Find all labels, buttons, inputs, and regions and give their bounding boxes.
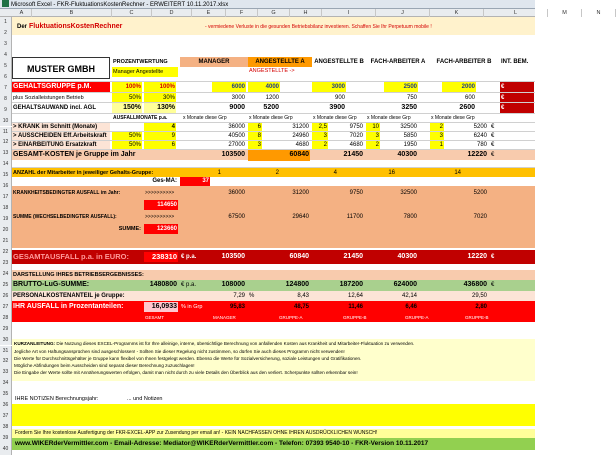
gehalt-fach-b[interactable]: 2000 (442, 82, 476, 92)
ausscheiden-v5: 6240 (473, 133, 487, 139)
label-gehaltsgruppe: GEHALTSGRUPPE p.M. (12, 82, 110, 92)
row-header-9[interactable]: 9 (0, 105, 12, 116)
row-anzahl (12, 167, 535, 177)
ausscheiden-m1[interactable]: 9 (144, 132, 176, 141)
app-name: FluktuationsKostenRechner (29, 23, 123, 30)
krankheit-v2: 31200 (292, 190, 309, 196)
col-ang-a: ANGESTELLTE A (248, 57, 312, 67)
ausscheiden-m2[interactable]: 8 (248, 132, 262, 141)
row-header-3[interactable]: 3 (0, 39, 12, 50)
brutto-cur: € (491, 282, 495, 288)
krankheit-v5: 5200 (473, 190, 487, 196)
label-krank: > KRANK im Schnitt (Monate) (12, 123, 110, 132)
column-header-f[interactable]: F (226, 9, 258, 17)
col-fach-b: FACH-ARBEITER B (436, 59, 492, 65)
krank-v5: 5200 (473, 124, 487, 130)
column-header-l[interactable]: L (484, 9, 548, 17)
ausscheiden-pct[interactable]: 50% (112, 132, 142, 141)
brutto-unit: € p.a. (181, 282, 197, 288)
label-ges-ma: Ges-MA: (152, 178, 177, 184)
krank-v4: 32500 (400, 124, 417, 130)
note-line-4: Mögliche Abfindungen beim Ausscheiden sind separat dieser Berechnung zuzuschlagen! (14, 363, 195, 368)
row-krank (12, 122, 535, 131)
company-name[interactable]: MUSTER GMBH (12, 57, 110, 79)
row-brutto (12, 280, 535, 291)
label-darstellung: DARSTELLUNG IHRES BETRIEBSERGEBNISSES: (13, 272, 144, 278)
ausfall-block (12, 186, 535, 248)
column-header-h[interactable]: H (290, 9, 322, 17)
einarbeitung-v2: 4680 (295, 142, 309, 148)
krankheit-v3: 9750 (349, 190, 363, 196)
gesamtkosten-v3: 21450 (343, 151, 363, 158)
row-header-4[interactable]: 4 (0, 50, 12, 61)
column-header-e[interactable]: E (192, 9, 226, 17)
euro-15: € (491, 152, 495, 158)
row-header-10[interactable]: 10 (0, 116, 12, 127)
column-header-b[interactable]: B (32, 9, 112, 17)
einarbeitung-m4[interactable]: 2 (366, 141, 380, 150)
label-ihr-ausfall: IHR AUSFALL in Prozentanteilen: (13, 303, 124, 310)
row-header-12[interactable]: 12 (0, 137, 12, 148)
anzahl-fach-a[interactable]: 16 (388, 170, 395, 176)
row-header-33[interactable]: 33 (0, 367, 12, 378)
row-header-17[interactable]: 17 (0, 192, 12, 203)
arrow-19: >>>>>>>>>> (145, 190, 175, 196)
anzahl-ang-b[interactable]: 4 (333, 170, 337, 176)
promo-text: Fordern Sie Ihre kostenlose Ausfertigung der FKR-EXCEL-APP zur Zusendung per email an! - KEIN NACHFASSEN OHNE IHREN AUSDRÜCKLICHEN WUNSCH! (15, 430, 378, 436)
sozial-v1: 3000 (231, 95, 245, 101)
column-header-d[interactable]: D (152, 9, 192, 17)
row-gehaltsgruppe (12, 81, 535, 92)
einarbeitung-v1: 27000 (228, 142, 245, 148)
notes-block (12, 339, 535, 381)
label-sozial: plus Sozialleistungen Betrieb (12, 93, 110, 103)
ihr-ausfall-p2: 48,75 (293, 304, 309, 310)
note-heading: KURZANLEITUNG: (14, 341, 56, 346)
einarbeitung-pct[interactable]: 50% (112, 141, 142, 150)
euro-13: € (491, 133, 495, 139)
row-header-1[interactable]: 1 (0, 17, 12, 28)
label-ausscheiden: > AUSSCHEIDEN Eff.Arbeitskraft (12, 132, 110, 141)
row-ges-ma (12, 177, 535, 186)
brutto-v2: 124800 (285, 281, 309, 288)
ges-ma-value: 37 (180, 177, 210, 186)
aufwand-pct-1: 150% (112, 103, 142, 113)
gruppe-gesamt: GESAMT (145, 315, 165, 320)
personalkosten-p4: 42,14 (401, 293, 417, 299)
row-header-32[interactable]: 32 (0, 356, 12, 367)
einarbeitung-m1[interactable]: 6 (144, 141, 176, 150)
row-ausfall-header (12, 113, 535, 122)
row-notizen (12, 394, 535, 404)
row-gesamtausfall (12, 250, 535, 264)
brutto-value: 1480800 (149, 281, 177, 288)
ang-arrow: ANGESTELLTE -> (249, 68, 295, 74)
ihr-ausfall-value: 16,0933 (144, 302, 178, 312)
row-header-39[interactable]: 39 (0, 433, 12, 444)
einarbeitung-v4: 1950 (403, 142, 417, 148)
row-header-5[interactable]: 5 (0, 61, 12, 72)
row-promo (12, 429, 535, 438)
ausscheiden-v4: 5850 (403, 133, 417, 139)
row-einarbeitung (12, 140, 535, 149)
krank-m3[interactable]: 2,5 (312, 123, 328, 132)
euro-12: € (491, 124, 495, 130)
gehalt-manager[interactable]: 6000 (212, 82, 246, 92)
column-labels-row (12, 57, 535, 75)
row-header-24[interactable]: 24 (0, 269, 12, 280)
row-gruppen (12, 314, 535, 322)
personalkosten-p3: 12,64 (347, 293, 363, 299)
hdr-ausfallmonate: AUSFALLMONATE p.a. (113, 115, 168, 121)
label-gehaltsaufwand: GEHALTSAUWAND incl. AGL (13, 105, 96, 111)
column-header-j[interactable]: J (376, 9, 430, 17)
row-header-34[interactable]: 34 (0, 378, 12, 389)
sozial-pct-1[interactable]: 50% (112, 93, 142, 103)
gesamtausfall-unit: € p.a. (181, 254, 197, 260)
ihr-ausfall-p3: 11,46 (348, 304, 363, 310)
gehalt-ang-a[interactable]: 4000 (248, 82, 280, 92)
ausscheiden-m3[interactable]: 3 (312, 132, 328, 141)
pct-angestellte[interactable]: 100% (144, 82, 176, 92)
krank-v3: 9750 (349, 124, 363, 130)
ausscheiden-m5[interactable]: 3 (430, 132, 444, 141)
gesamtausfall-v4: 40300 (397, 253, 417, 260)
row-gehaltsaufwand (12, 102, 535, 113)
column-header-a[interactable]: A (12, 9, 32, 17)
sozial-v5: 600 (464, 95, 475, 101)
note-line-5: Die Eingabe der Werte sollte mit Annäherungswerten erfolgen, damit man nicht durch zu viele Details den Überblick aus den verliert. Scherpunkte sollten erkennbar sein! (14, 370, 358, 375)
row-header-25[interactable]: 25 (0, 280, 12, 291)
row-header-28[interactable]: 28 (0, 313, 12, 324)
row-header-2[interactable]: 2 (0, 28, 12, 39)
gruppe-b-1: GRUPPE-B (343, 315, 367, 320)
hdr-xmonate-3: x Monate diese Grp (313, 115, 357, 121)
hdr-xmonate-4: x Monate diese Grp (367, 115, 411, 121)
col-prozent: PROZENTWERTUNG (113, 59, 168, 65)
gesamtausfall-v1: 103500 (221, 253, 245, 260)
einarbeitung-v3: 4680 (349, 142, 363, 148)
euro-8: € (500, 82, 534, 92)
ihr-ausfall-p4: 6,46 (405, 304, 417, 310)
wechsel-v4: 7800 (403, 214, 417, 220)
tagline: - vermiedene Verluste in die gesunden Betriebsbilanz investieren. Schaffen Sie Ihr Perpetuum mobile ! (205, 24, 432, 30)
gruppe-manager: MANAGER (213, 315, 236, 320)
gesamtausfall-v2: 60840 (289, 253, 309, 260)
gesamtausfall-cur: € (491, 254, 495, 260)
column-header-k[interactable]: K (430, 9, 484, 17)
label-gesamtkosten: GESAMT-KOSTEN je Gruppe im Jahr (13, 151, 136, 158)
euro-10: € (500, 103, 534, 113)
krankheit-v1: 36000 (228, 190, 245, 196)
ausscheiden-v2: 24960 (292, 133, 309, 139)
row-sozialleistungen (12, 92, 535, 102)
wechsel-v5: 7020 (473, 214, 487, 220)
aufwand-v5: 2600 (459, 104, 475, 111)
anzahl-fach-b[interactable]: 14 (454, 170, 461, 176)
column-header-i[interactable]: I (322, 9, 376, 17)
krankheit-v4: 32500 (400, 190, 417, 196)
row-personalkosten (12, 291, 535, 301)
sozial-v3: 900 (334, 95, 345, 101)
gesamtausfall-value: 238310 (144, 252, 178, 262)
row-header-15[interactable]: 15 (0, 170, 12, 181)
wechsel-summe: 123660 (144, 224, 178, 234)
krank-m2[interactable]: 6 (248, 123, 262, 132)
row-footer (12, 438, 535, 450)
gesamtkosten-v1: 103500 (221, 151, 245, 158)
einarbeitung-m3[interactable]: 2 (312, 141, 328, 150)
arrow-21: >>>>>>>>>> (145, 214, 175, 220)
hdr-xmonate-2: x Monate diese Grp (249, 115, 293, 121)
window-title: Microsoft Excel - FKR-FluktuationsKostenRechner - ERWEITERT 10.11.2017.xlsx (11, 2, 229, 8)
brutto-v1: 108000 (221, 281, 245, 288)
row-header-11[interactable]: 11 (0, 127, 12, 138)
anzahl-manager[interactable]: 1 (217, 170, 221, 176)
note-line-3: Die Werte für Durchschnittsgehälter je Gruppe kann flexibel von Ihnen festgelegt werden. Ebenso die Werte für Sozialversicherung, soziale Leistungen und Gratifikationen. (14, 356, 362, 361)
footer-text: www.WIKERderVermittler.com - Email-Adresse: Mediator@WIKERderVermittler.com - Telefon: 07393 9540-10 - FKR-Version 10.11.2017 (15, 440, 429, 447)
sozial-v4: 750 (406, 95, 417, 101)
aufwand-v3: 3900 (329, 104, 345, 111)
label-brutto: BRUTTO-LuG-SUMME: (13, 281, 90, 288)
column-header-m[interactable]: M (548, 9, 582, 17)
krank-monate[interactable]: 4 (144, 123, 176, 132)
row-header-29[interactable]: 29 (0, 324, 12, 335)
gesamtausfall-v5: 12220 (467, 253, 487, 260)
col-ang-b: ANGESTELLTE B (314, 59, 364, 65)
row-header-22[interactable]: 22 (0, 247, 12, 258)
brutto-v3: 187200 (339, 281, 363, 288)
sozial-v2: 1200 (265, 95, 279, 101)
row-header-19[interactable]: 19 (0, 214, 12, 225)
einarbeitung-v5: 780 (476, 142, 487, 148)
ihr-ausfall-p5: 2,80 (475, 304, 487, 310)
note-line-1 (12, 339, 535, 348)
row-header-35[interactable]: 35 (0, 389, 12, 400)
row-header-7[interactable]: 7 (0, 83, 12, 94)
row-header-16[interactable]: 16 (0, 181, 12, 192)
personalkosten-p2: 8,43 (297, 293, 309, 299)
personalkosten-p1: 7,29 (233, 293, 245, 299)
row-header-27[interactable]: 27 (0, 302, 12, 313)
brutto-v4: 624000 (393, 281, 417, 288)
label-anzahl: ANZAHL der Mitarbeiter in jeweiliger Gehalts-Gruppe: (13, 170, 154, 176)
column-header-n[interactable]: N (582, 9, 616, 17)
der-label: Der (17, 24, 28, 30)
ihr-ausfall-p1: 95,83 (229, 304, 245, 310)
row-header-37[interactable]: 37 (0, 411, 12, 422)
row-header-23[interactable]: 23 (0, 258, 12, 269)
label-einarbeitung: > EINARBEITUNG Ersatzkraft (12, 141, 110, 150)
column-header-g[interactable]: G (258, 9, 290, 17)
euro-14: € (491, 142, 495, 148)
hdr-xmonate-1: x Monate diese Grp (183, 115, 227, 121)
wechsel-v3: 11700 (346, 214, 363, 220)
row-header-30[interactable]: 30 (0, 335, 12, 346)
column-header-bar (0, 9, 601, 17)
gesamtkosten-v4: 40300 (397, 151, 417, 158)
sozial-pct-2[interactable]: 30% (144, 93, 176, 103)
aufwand-v2: 5200 (263, 104, 279, 111)
row-ausscheiden (12, 131, 535, 140)
label-krankheit: KRANKHEITSBEDINGTER AUSFALL im Jahr: (13, 190, 121, 196)
row-header-13[interactable]: 13 (0, 148, 12, 159)
brutto-v5: 436800 (463, 281, 487, 288)
gesamtkosten-v5: 12220 (467, 151, 487, 158)
col-int: INT. BEM. (501, 59, 529, 65)
label-personalkosten: PERSONALKOSTENANTEIL je Gruppe: (13, 293, 125, 299)
row-header-21[interactable]: 21 (0, 236, 12, 247)
pct-27-1: % (249, 293, 255, 299)
euro-9: € (500, 93, 534, 103)
label-gesamtausfall: GESAMTAUSFALL p.a. in EURO: (13, 252, 129, 261)
einarbeitung-m2[interactable]: 3 (248, 141, 262, 150)
aufwand-pct-2: 130% (144, 103, 176, 113)
notizen-area[interactable] (12, 404, 535, 426)
row-header-18[interactable]: 18 (0, 203, 12, 214)
row-ihr-ausfall (12, 301, 535, 314)
note-line-2: Jegliche Art von Haftungsansprüchen sind ausgeschlossen! - Sollten Sie dieser Regelung nicht zustimmen, so dürfen Sie auch dieses Programm nicht verwenden! (14, 349, 345, 354)
pct-manager[interactable]: 100% (112, 82, 142, 92)
column-header-c[interactable]: C (112, 9, 152, 17)
row-header-20[interactable]: 20 (0, 225, 12, 236)
row-header-14[interactable]: 14 (0, 159, 12, 170)
row-header-31[interactable]: 31 (0, 346, 12, 357)
row-header-36[interactable]: 36 (0, 400, 12, 411)
gruppe-b-2: GRUPPE-B (465, 315, 489, 320)
aufwand-v4: 3250 (401, 104, 417, 111)
gruppe-a-1: GRUPPE-A (279, 315, 303, 320)
wechsel-v2: 29640 (292, 214, 309, 220)
row-header-6[interactable]: 6 (0, 72, 12, 83)
spreadsheet-grid[interactable] (12, 17, 535, 455)
row-header-40[interactable]: 40 (0, 444, 12, 455)
note-text-1: Die Nutzung dieses EXCEL-Programms ist für Ihre alleinige, interne, übersichtlige Berechnung von anfallenden Kosten aus Krankheit und Mitarbeiter-Fluktuation zu verwenden. (55, 341, 415, 346)
personalkosten-p5: 29,50 (471, 293, 487, 299)
anzahl-ang-a[interactable]: 2 (275, 170, 279, 176)
excel-icon (2, 0, 9, 7)
hdr-xmonate-5: x Monate diese Grp (431, 115, 475, 121)
gesamtausfall-v3: 21450 (343, 253, 363, 260)
krank-m4[interactable]: 10 (366, 123, 380, 132)
wechsel-v1: 67500 (228, 214, 245, 220)
label-summe: SUMME: (118, 226, 141, 232)
krankheit-summe: 114650 (144, 200, 178, 210)
ihr-ausfall-unit: % in Grp (181, 304, 203, 310)
window-title-bar (0, 0, 535, 9)
gesamtkosten-v2: 60840 (248, 150, 310, 161)
krank-v1: 36000 (228, 124, 245, 130)
gruppe-a-2: GRUPPE-A (405, 315, 429, 320)
label-wechsel: SUMME (WECHSELBEDINGTER AUSFALL): (13, 214, 117, 220)
krank-m5[interactable]: 2 (430, 123, 444, 132)
ausscheiden-m4[interactable]: 3 (366, 132, 380, 141)
row-header-26[interactable]: 26 (0, 291, 12, 302)
ausscheiden-v1: 40500 (228, 133, 245, 139)
notizen-value[interactable]: ... und Notizen (127, 396, 163, 402)
ausscheiden-v3: 7020 (349, 133, 363, 139)
notizen-label: IHRE NOTIZEN Berechnungsjahr: (15, 396, 99, 402)
aufwand-v1: 9000 (229, 104, 245, 111)
col-sub: Manager Angestellte (112, 67, 178, 77)
row-gesamtkosten (12, 149, 535, 160)
gehalt-ang-b[interactable]: 3000 (312, 82, 346, 92)
row-header-8[interactable]: 8 (0, 94, 12, 105)
row-darstellung (12, 270, 535, 280)
gehalt-fach-a[interactable]: 2500 (384, 82, 418, 92)
einarbeitung-m5[interactable]: 1 (430, 141, 444, 150)
col-fach-a: FACH-ARBEITER A (370, 59, 426, 65)
row-header-38[interactable]: 38 (0, 422, 12, 433)
title-row (12, 17, 535, 35)
col-manager: MANAGER (180, 57, 248, 67)
krank-v2: 31200 (292, 124, 309, 130)
